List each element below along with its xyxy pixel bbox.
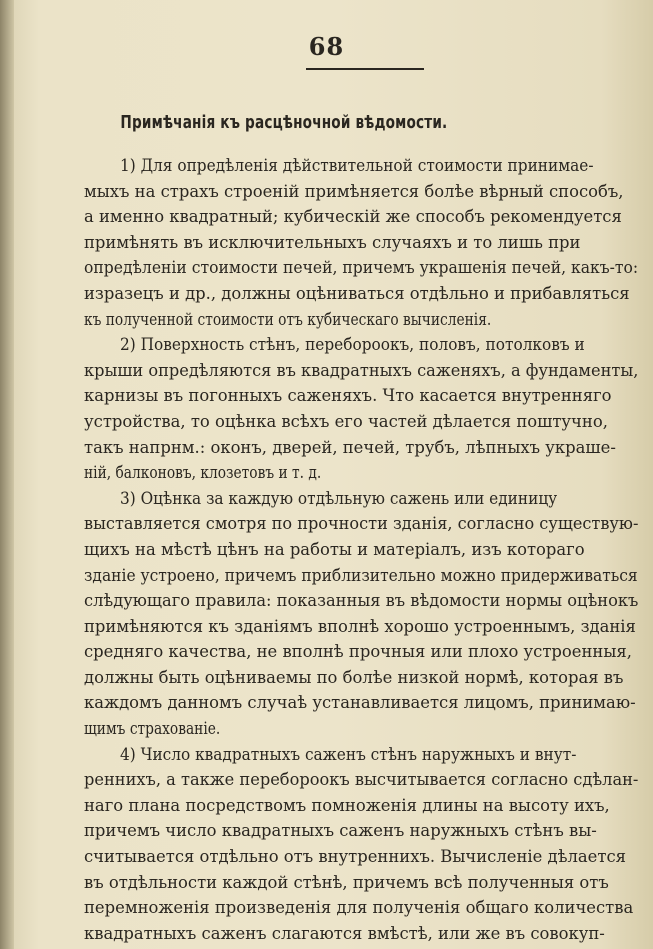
text-line-content: выставляется смотря по прочности зданія, согласно существую- [84, 514, 638, 534]
text-line-content: къ полученной стоимости отъ кубическаго вычисленія. [84, 309, 492, 329]
text-line-content: крыши опредѣляются въ квадратныхъ саженяхъ, а фундаменты, [84, 360, 638, 380]
text-line [84, 870, 638, 896]
text-line-content: примѣнять въ исключительныхъ случаяхъ и то лишь при [84, 232, 581, 252]
text-line-content: опредѣленіи стоимости печей, причемъ украшенія печей, какъ-то: [84, 258, 638, 278]
text-line [84, 332, 638, 358]
text-line-content: карнизы въ погонныхъ саженяхъ. Что касается внутренняго [84, 386, 612, 406]
text-line-content: изразецъ и др., должны оцѣниваться отдѣльно и прибавляться [84, 283, 630, 303]
text-line-content: щимъ страхованіе. [84, 719, 221, 739]
text-line [84, 307, 638, 333]
text-line [84, 486, 638, 512]
page-number-rule [306, 68, 424, 70]
text-line [84, 614, 638, 640]
text-line [84, 665, 638, 691]
text-line [84, 716, 638, 742]
text-line-content: 3) Оцѣнка за каждую отдѣльную сажень или единицу [120, 488, 558, 508]
text-line-content: считывается отдѣльно отъ внутреннихъ. Вычисленіе дѣлается [84, 847, 626, 867]
text-line [84, 383, 638, 409]
text-line-content: зданіе устроено, причемъ приблизительно можно придерживаться [84, 565, 638, 585]
text-line-content: примѣняются къ зданіямъ вполнѣ хорошо устроеннымъ, зданія [84, 616, 636, 636]
text-line [84, 588, 638, 614]
text-line [84, 767, 638, 793]
text-line-content: въ отдѣльности каждой стѣнѣ, причемъ всѣ полученныя отъ [84, 872, 609, 892]
text-line-content: слѣдующаго правила: показанныя въ вѣдомости нормы оцѣнокъ [84, 591, 638, 611]
text-line [84, 895, 638, 921]
text-line-content: устройства, то оцѣнка всѣхъ его частей дѣлается поштучно, [84, 411, 608, 431]
text-line [84, 409, 638, 435]
text-line [84, 179, 638, 205]
text-line [84, 742, 638, 768]
text-line-content: каждомъ данномъ случаѣ устанавливается лицомъ, принимаю- [84, 693, 636, 713]
body-text [84, 153, 638, 946]
text-line [84, 358, 638, 384]
text-line [84, 255, 638, 281]
text-line [84, 818, 638, 844]
text-line-content: средняго качества, не вполнѣ прочныя или плохо устроенныя, [84, 642, 632, 662]
text-line-content: квадратныхъ саженъ слагаются вмѣстѣ, или же въ совокуп- [84, 923, 605, 943]
text-line [84, 563, 638, 589]
text-line-content: ній, балконовъ, клозетовъ и т. д. [84, 463, 322, 483]
text-line [84, 537, 638, 563]
page-binding-shadow [0, 0, 14, 949]
text-line [84, 460, 638, 486]
text-line-content: 4) Число квадратныхъ саженъ стѣнъ наружныхъ и внут- [120, 744, 577, 764]
text-line-content: щихъ на мѣстѣ цѣнъ на работы и матеріалъ, изъ котораго [84, 539, 585, 559]
text-line-content: причемъ число квадратныхъ саженъ наружныхъ стѣнъ вы- [84, 821, 597, 841]
text-line-content: 2) Поверхность стѣнъ, перебороокъ, половъ, потолковъ и [120, 335, 585, 355]
text-line [84, 281, 638, 307]
text-line-content: реннихъ, а также перебороокъ высчитывается согласно сдѣлан- [84, 770, 638, 790]
text-line [84, 230, 638, 256]
text-line [84, 690, 638, 716]
text-line-content: перемноженія произведенія для полученія общаго количества [84, 898, 634, 918]
text-line [84, 204, 638, 230]
section-heading: Примѣчанія къ расцѣночной вѣдомости. [120, 113, 448, 133]
text-line [84, 921, 638, 947]
page-number: 68 [308, 32, 345, 61]
text-line-content: такъ напрнм.: оконъ, дверей, печей, трубъ, лѣпныхъ украше- [84, 437, 616, 457]
text-line-content: наго плана посредствомъ помноженія длины на высоту ихъ, [84, 795, 610, 815]
text-line [84, 639, 638, 665]
text-line [84, 511, 638, 537]
text-line-content: мыхъ на страхъ строеній примѣняется болѣе вѣрный способъ, [84, 181, 624, 201]
text-line [84, 793, 638, 819]
text-line [84, 153, 638, 179]
text-line-content: должны быть оцѣниваемы по болѣе низкой нормѣ, которая въ [84, 667, 624, 687]
text-line-content: 1) Для опредѣленія дѣйствительной стоимости принимае- [120, 156, 594, 175]
text-line [84, 435, 638, 461]
text-line-content: а именно квадратный; кубическій же способъ рекомендуется [84, 207, 622, 227]
text-line [84, 844, 638, 870]
